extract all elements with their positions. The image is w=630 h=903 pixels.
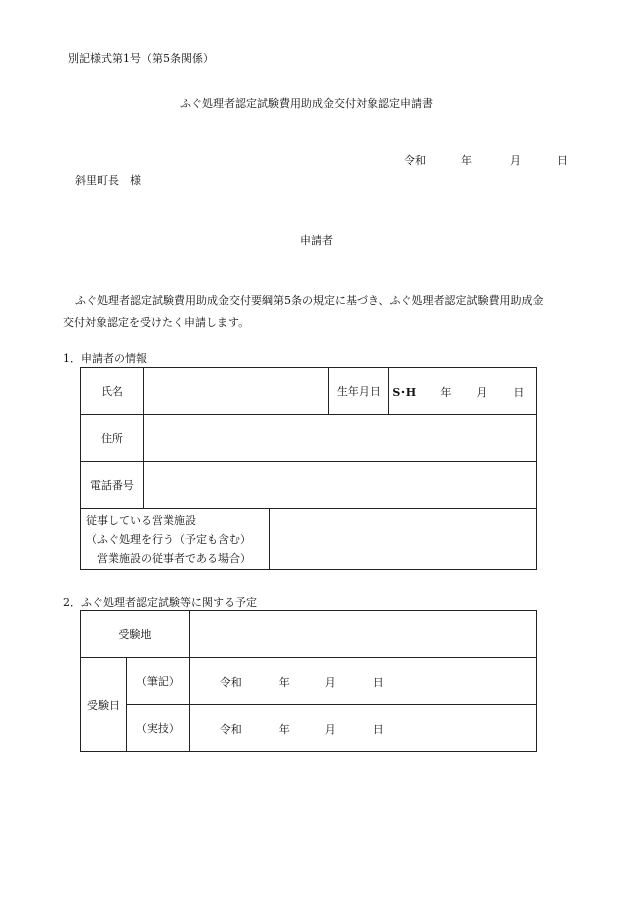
practical-date-field[interactable] [189,705,536,752]
body-text-line1: ふぐ処理者認定試験費用助成金交付要綱第5条の規定に基づき、ふぐ処理者認定試験費用助成金 [75,294,544,307]
date-era: 令和 [404,154,426,167]
written-era: 令和 [219,676,242,689]
practical-month: 月 [324,723,336,736]
facility-label [81,509,270,570]
date-year: 年 [461,154,472,167]
birth-era: S･H [392,386,417,399]
written-year: 年 [278,676,290,689]
facility-label-line2: （ふぐ処理を行う（予定も含む） [86,532,251,546]
section2-heading: 2．ふぐ処理者認定試験等に関する予定 [63,596,257,609]
birth-month: 月 [476,386,488,399]
section1-heading: 1．申請者の情報 [63,352,147,365]
written-label: （筆記） [126,658,189,705]
written-date-field[interactable] [189,658,536,705]
exam-date-label: 受験日 [81,658,127,752]
birthdate-label: 生年月日 [329,368,389,415]
date-day: 日 [557,154,568,167]
addressee: 斜里町長 様 [75,174,141,187]
document-title: ふぐ処理者認定試験費用助成金交付対象認定申請書 [180,97,433,110]
facility-label-line1: 従事している営業施設 [86,513,196,527]
venue-label: 受験地 [81,611,190,658]
name-label: 氏名 [81,368,144,415]
form-number: 別記様式第1号（第5条関係） [68,52,214,65]
facility-label-line3: 営業施設の従事者である場合） [97,551,251,565]
practical-era: 令和 [219,723,242,736]
name-field[interactable] [143,368,329,415]
birth-year: 年 [440,386,452,399]
phone-label: 電話番号 [81,462,144,509]
practical-day: 日 [372,723,384,736]
venue-field[interactable] [189,611,536,658]
applicant-heading: 申請者 [300,234,333,247]
birthdate-field[interactable] [389,368,537,415]
facility-field[interactable] [269,509,536,570]
date-month: 月 [510,154,521,167]
written-day: 日 [372,676,384,689]
practical-label: （実技） [126,705,189,752]
address-field[interactable] [143,415,536,462]
written-month: 月 [324,676,336,689]
body-text-line2: 交付対象認定を受けたく申請します。 [63,316,250,329]
address-label: 住所 [81,415,144,462]
practical-year: 年 [278,723,290,736]
phone-field[interactable] [143,462,536,509]
exam-schedule-table [80,610,537,752]
applicant-info-table [80,367,537,570]
birth-day: 日 [513,386,525,399]
